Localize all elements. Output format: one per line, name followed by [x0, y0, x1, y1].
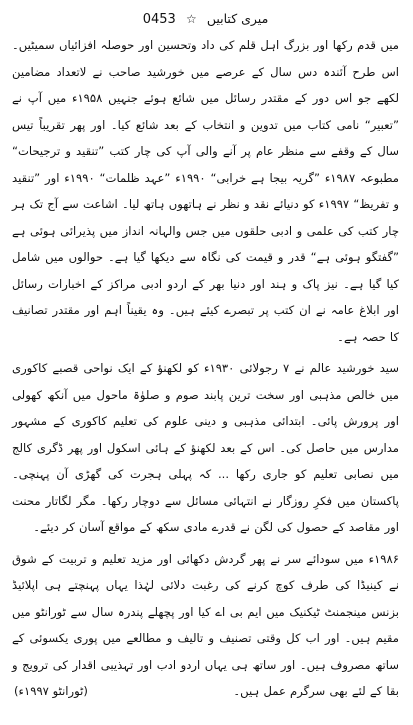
star-icon: ☆: [185, 12, 197, 26]
place-date-signature: (ٹورانٹو ۱۹۹۷ء): [14, 683, 88, 698]
page-header: [12, 10, 399, 32]
paragraph-1: میں قدم رکھا اور بزرگ اہل قلم کی داد وتحسین اور حوصلہ افزائیاں سمیٹیں۔ اس طرح آئندہ دس سال کے عرصے میں خورشید صاحب نے لاتعداد مضامین لکھے جو اس دور کے مقتدر رسائل میں شائع ہوئے جنہیں ۱۹۵۸ء میں آپ نے ”تعبیر“ نامی کتاب میں تدوین و انتخاب کے بعد شائع کیا۔ اور پھر تقریباً تیس سال کے وقفے سے منظر عام پر آنے والی آپ کی چار کتب ”تنقید و ترجیحات“ مطبوعہ ۱۹۸۷ء ”گریہ بیجا ہے خرابی“ ۱۹۹۰ء ”عہد ظلمات“ ۱۹۹۰ء اور ”تنقید و تفریظ“ ۱۹۹۷ء کو دنیائے نقد و نظر نے ہاتھوں ہاتھ لیا۔ اشاعت سے آج تک ہر چار کتب کی علمی و ادبی حلقوں میں جس والہانہ انداز میں پذیرائی ہوئی ہے ”گفتگو ہوئی ہے“ قدر و قیمت کی نگاہ سے دیکھا گیا ہے۔ حوالوں میں شامل کیا گیا ہے۔ نیز پاک و ہند اور دنیا بھر کے اردو ادبی مراکز کے اخبارات رسائل اور ابلاغ عامہ نے ان کتب پر تبصرے کیئے ہیں۔ وہ یقیناً اہم اور مقتدر تصانیف کا حصہ ہے۔: [12, 38, 399, 344]
page-number: 0453: [142, 12, 176, 27]
paragraph-3: ۱۹۸۶ء میں سودائے سر نے پھر گردش دکھائی اور مزید تعلیم و تربیت کے شوق نے کینیڈا کی طرف کوچ کرنے کی رغبت دلائی لہٰذا یہاں پہنچتے ہی اپلائیڈ بزنس مینجمنٹ ٹیکنیک میں ایم بی اے کیا اور پچھلے پندرہ سال سے ٹورانٹو میں مقیم ہیں۔ اور اب کل وقتی تصنیف و تالیف و مطالعے میں پوری یکسوئی کے ساتھ مصروف ہیں۔ اور ساتھ ہی یہاں اردو ادب اور تہذیبی اقدار کی ترویج و بقا کے لئے بھی سرگرم عمل ہیں۔: [12, 551, 399, 698]
paragraph-2: سید خورشید عالم نے ۷ رجولائی ۱۹۳۰ء کو لکھنؤ کے ایک نواحی قصبے کاکوری میں خالص مذہبی اور سخت ترین پابند صوم و صلوٰۃ ماحول میں آنکھ کھولی اور پرورش پائی۔ ابتدائی مذہبی و دینی علوم کی تعلیم کاکوری کے مشہور مدارس میں حاصل کی۔ اس کے بعد لکھنؤ کے ہائی اسکول اور پھر ڈگری کالج میں نصابی تعلیم کو جاری رکھا ... کہ پہلی ہجرت کی گھڑی آن پہنچی۔ پاکستان میں فکرِ روزگار نے انتہائی مسائل سے دوچار رکھا۔ مگر لگاتار محنت اور مقاصد کے حصول کی لگن نے قدرے مادی سکھ کے مواقع آسان کر دیئے۔: [12, 361, 399, 534]
page-title: میری کتابیں: [206, 11, 269, 26]
